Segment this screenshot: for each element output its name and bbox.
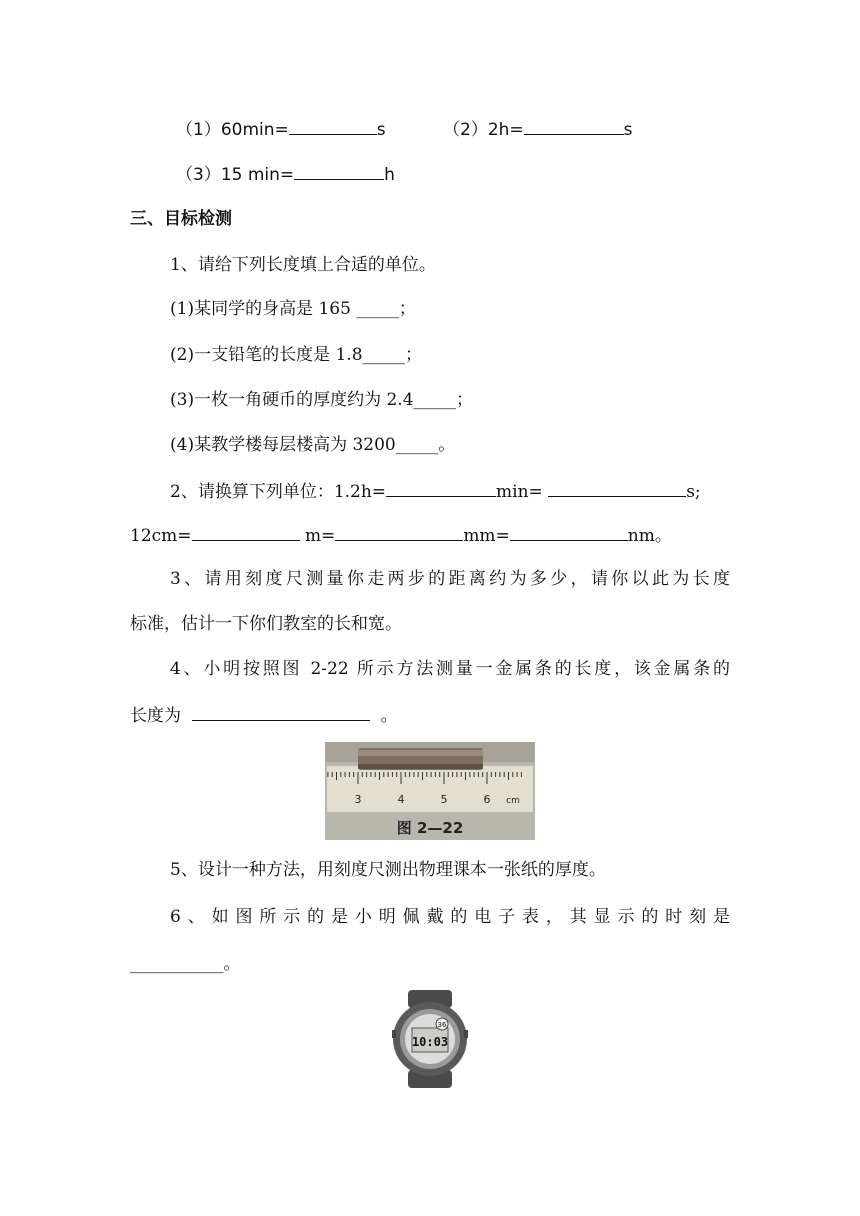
ruler-label: 3 bbox=[354, 793, 362, 806]
prelim-q1-text: （1）60min= bbox=[176, 120, 289, 140]
p4-line2 bbox=[130, 704, 398, 727]
answer-blank[interactable] bbox=[510, 524, 628, 541]
watch-figure bbox=[390, 990, 470, 1088]
prelim-q3-text: （3）15 min= bbox=[176, 165, 295, 185]
prelim-q1 bbox=[176, 118, 386, 141]
ruler-photo bbox=[325, 742, 535, 840]
p2-text: 12cm= bbox=[130, 526, 192, 546]
p2-text: 2、请换算下列单位：1.2h= bbox=[170, 482, 387, 502]
p5-text: 5、设计一种方法，用刻度尺测出物理课本一张纸的厚度。 bbox=[170, 860, 606, 880]
p1-item-c: (3)一枚一角硬币的厚度约为 2.4_____； bbox=[170, 390, 474, 410]
ruler-label: 5 bbox=[440, 793, 448, 806]
p4-text: 长度为 bbox=[130, 706, 181, 726]
prelim-q2-unit: s bbox=[623, 120, 633, 140]
p1-item-b: (2)一支铅笔的长度是 1.8_____； bbox=[170, 345, 423, 365]
digital-watch-icon bbox=[390, 990, 470, 1088]
prelim-q3-unit: h bbox=[384, 165, 395, 185]
section-title: 三、目标检测 bbox=[130, 209, 232, 229]
p2-text: m= bbox=[304, 526, 336, 546]
p2-line2 bbox=[130, 524, 672, 547]
ruler-label: 6 bbox=[483, 793, 491, 806]
figure-ruler bbox=[325, 742, 535, 840]
watch-seconds: 36 bbox=[437, 1021, 447, 1029]
answer-blank[interactable] bbox=[294, 163, 384, 180]
answer-blank[interactable] bbox=[386, 480, 496, 497]
p1-item-d: (4)某教学楼每层楼高为 3200_____。 bbox=[170, 435, 456, 455]
ruler-label: 4 bbox=[397, 793, 405, 806]
p2-line1 bbox=[170, 480, 701, 503]
answer-blank[interactable] bbox=[289, 118, 377, 135]
answer-blank[interactable] bbox=[548, 480, 686, 497]
p4-text: 。 bbox=[380, 706, 398, 726]
watch-display: 10:03 bbox=[411, 1035, 449, 1049]
p1-item-a: (1)某同学的身高是 165 _____； bbox=[170, 299, 416, 319]
prelim-q2 bbox=[443, 118, 633, 141]
prelim-q3 bbox=[176, 163, 395, 186]
p1-intro: 1、请给下列长度填上合适的单位。 bbox=[170, 255, 436, 275]
p2-text: min= bbox=[496, 482, 543, 502]
answer-blank[interactable] bbox=[192, 704, 370, 721]
p3-line1: 3、请用刻度尺测量你走两步的距离约为多少，请你以此为长度 bbox=[170, 569, 730, 589]
ruler-unit: cm bbox=[506, 796, 520, 806]
p2-text: nm。 bbox=[627, 526, 672, 546]
figure-caption: 图 2—22 bbox=[396, 819, 464, 837]
answer-blank[interactable] bbox=[192, 524, 300, 541]
p2-text: s; bbox=[686, 482, 701, 502]
answer-blank[interactable] bbox=[524, 118, 624, 135]
p3-line2: 标准，估计一下你们教室的长和宽。 bbox=[130, 614, 402, 634]
answer-blank[interactable] bbox=[335, 524, 463, 541]
p6-line1: 6、如图所示的是小明佩戴的电子表，其显示的时刻是 bbox=[170, 907, 730, 927]
p6-line2: ___________。 bbox=[130, 954, 241, 974]
p2-text: mm= bbox=[463, 526, 510, 546]
prelim-q1-unit: s bbox=[376, 120, 386, 140]
p4-line1: 4、小明按照图 2-22 所示方法测量一金属条的长度，该金属条的 bbox=[170, 659, 730, 679]
prelim-q2-text: （2）2h= bbox=[443, 120, 524, 140]
